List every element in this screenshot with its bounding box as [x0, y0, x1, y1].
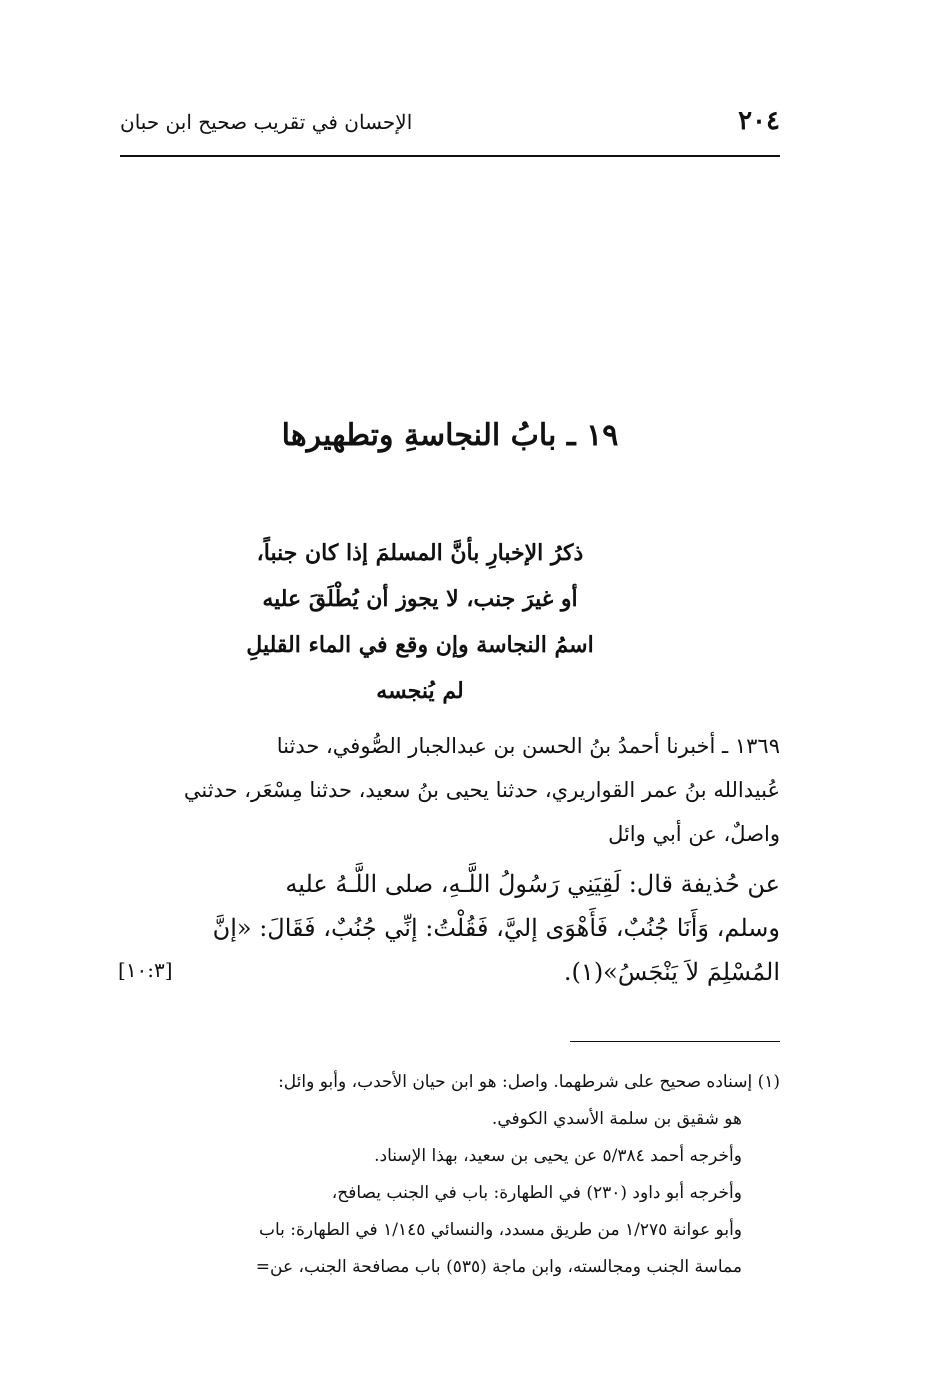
- book-title: الإحسان في تقريب صحيح ابن حبان: [120, 110, 413, 134]
- subheading-line: اسمُ النجاسة وإن وقع في الماء القليلِ: [246, 632, 594, 658]
- subheading-line: لم يُنجسه: [376, 678, 464, 704]
- footnote-line: وأبو عوانة ١/٢٧٥ من طريق مسدد، والنسائي ١/١٤٥ في الطهارة: باب: [258, 1220, 742, 1240]
- footnote-line: وأخرجه أبو داود (٢٣٠) في الطهارة: باب في الجنب يصافح،: [331, 1183, 742, 1203]
- footnote-line: (١) إسناده صحيح على شرطهما. واصل: هو ابن حيان الأحدب، وأبو وائل:: [278, 1072, 780, 1092]
- footnote-line: هو شقيق بن سلمة الأسدي الكوفي.: [491, 1109, 742, 1129]
- page-number: ٢٠٤: [738, 106, 780, 136]
- isnad-line: عُبيدالله بنُ عمر القواريري، حدثنا يحيى بنُ سعيد، حدثنا مِسْعَر، حدثني: [183, 778, 780, 802]
- footnote-rule: [570, 1041, 780, 1042]
- matn-line: وسلم، وَأَنَا جُنُبٌ، فَأَهْوَى إليَّ، فَقُلْتُ: إنِّي جُنُبٌ، فَقَالَ: «إنَّ: [212, 914, 780, 942]
- footnote-line: مماسة الجنب ومجالسته، وابن ماجة (٥٣٥) باب مصافحة الجنب، عن=: [255, 1257, 742, 1277]
- matn-line: عن حُذيفة قال: لَقِيَنِي رَسُولُ اللَّـهِ، صلى اللَّـهُ عليه: [285, 870, 780, 898]
- hadith-isnad: [118, 724, 780, 856]
- hadith-matn: [118, 862, 780, 994]
- hadith-reference: [١٠:٣]: [118, 958, 173, 982]
- chapter-title: ١٩ ـ بابُ النجاسةِ وتطهيرها: [281, 418, 619, 453]
- isnad-line: واصلٌ، عن أبي وائل: [608, 822, 780, 846]
- subheading-line: ذكرُ الإخبارِ بأنَّ المسلمَ إذا كان جنباً،: [256, 540, 584, 566]
- footnotes: [100, 1064, 780, 1286]
- subheading-line: أو غيرَ جنب، لا يجوز أن يُطْلَقَ عليه: [262, 586, 578, 612]
- matn-line: المُسْلِمَ لاَ يَنْجَسُ»(١).: [563, 958, 780, 986]
- section-subheading: [200, 530, 640, 714]
- footnote-line: وأخرجه أحمد ٥/٣٨٤ عن يحيى بن سعيد، بهذا الإسناد.: [374, 1146, 742, 1166]
- isnad-line: ١٣٦٩ ـ أخبرنا أحمدُ بنُ الحسن بن عبدالجبار الصُّوفي، حدثنا: [276, 734, 780, 758]
- header-rule: [120, 155, 780, 157]
- running-header: [120, 106, 780, 146]
